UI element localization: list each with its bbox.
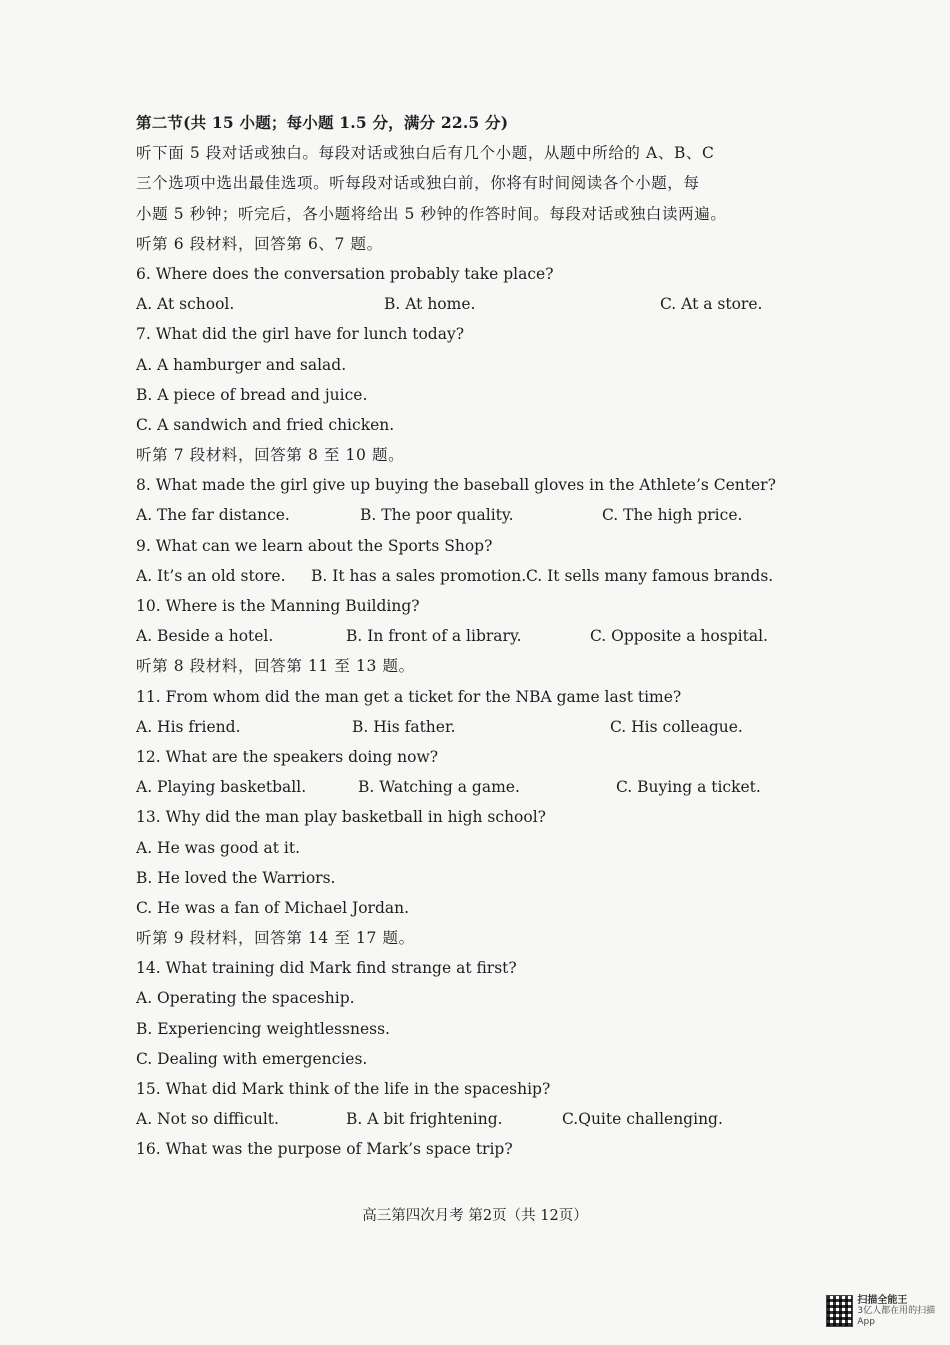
option-c: C. The high price. [602, 506, 743, 525]
instruction-line: 小题 5 秒钟；听完后，各小题将给出 5 秒钟的作答时间。每段对话或独白读两遍。 [136, 204, 727, 223]
option-a: A. Operating the spaceship. [136, 989, 355, 1008]
watermark-logo-text: 扫描全能王 [857, 1294, 908, 1306]
option-a: A. Beside a hotel. [136, 627, 274, 646]
group-heading: 听第 9 段材料，回答第 14 至 17 题。 [136, 929, 415, 948]
option-c: C. At a store. [660, 295, 763, 314]
options-row [136, 772, 766, 802]
group-heading: 听第 8 段材料，回答第 11 至 13 题。 [136, 657, 415, 676]
watermark-sub-text: 3亿人都在用的扫描App [857, 1305, 936, 1327]
option-a: A. The far distance. [136, 506, 290, 525]
question-text: 10. Where is the Manning Building? [136, 597, 420, 615]
option-c: C. Opposite a hospital. [590, 627, 768, 646]
question-text: 15. What did Mark think of the life in the spaceship? [136, 1080, 551, 1098]
option-c: C. Buying a ticket. [616, 778, 761, 797]
question-text: 6. Where does the conversation probably take place? [136, 264, 554, 283]
options-row [136, 500, 766, 530]
options-row [136, 1104, 766, 1134]
option-c: C. A sandwich and fried chicken. [136, 415, 395, 434]
scanner-watermark [826, 1293, 938, 1329]
instruction-line: 听下面 5 段对话或独白。每段对话或独白后有几个小题，从题中所给的 A、B、C [136, 144, 715, 163]
page-footer: 高三第四次月考 第2页（共 12页） [362, 1208, 588, 1224]
option-b: B. Watching a game. [358, 778, 520, 797]
option-a: A. At school. [136, 295, 235, 314]
option-b: B. A bit frightening. [346, 1110, 503, 1129]
option-b: B. In front of a library. [346, 627, 522, 646]
option-a: A. Playing basketball. [136, 778, 307, 797]
instruction-line: 三个选项中选出最佳选项。听每段对话或独白前，你将有时间阅读各个小题，每 [136, 174, 700, 193]
option-c: C.Quite challenging. [562, 1110, 723, 1129]
option-c: C. Dealing with emergencies. [136, 1049, 368, 1068]
question-text: 16. What was the purpose of Mark’s space trip? [136, 1140, 513, 1159]
option-b: B. He loved the Warriors. [136, 868, 336, 887]
question-text: 7. What did the girl have for lunch today? [136, 325, 465, 344]
option-b: B. It has a sales promotion. [311, 566, 527, 585]
question-text: 11. From whom did the man get a ticket for the NBA game last time? [136, 687, 682, 706]
question-text: 8. What made the girl give up buying the baseball gloves in the Athlete’s Center? [136, 476, 776, 495]
option-b: B. Experiencing weightlessness. [136, 1019, 390, 1038]
options-row [136, 621, 766, 651]
option-b: B. The poor quality. [360, 506, 514, 525]
options-row [136, 289, 766, 319]
group-heading: 听第 6 段材料，回答第 6、7 题。 [136, 234, 383, 253]
watermark-text [857, 1295, 938, 1328]
options-row [136, 712, 766, 742]
option-c: C. He was a fan of Michael Jordan. [136, 898, 410, 917]
option-a: A. Not so difficult. [136, 1110, 279, 1129]
option-c: C. It sells many famous brands. [526, 566, 774, 585]
question-text: 9. What can we learn about the Sports Shop? [136, 536, 493, 555]
options-row [136, 561, 774, 591]
option-a: A. It’s an old store. [136, 566, 286, 585]
option-b: B. His father. [352, 717, 456, 736]
group-heading: 听第 7 段材料，回答第 8 至 10 题。 [136, 446, 405, 465]
exam-content [136, 108, 776, 1165]
qr-code-icon [826, 1295, 853, 1327]
question-text: 14. What training did Mark find strange at first? [136, 959, 517, 978]
question-text: 12. What are the speakers doing now? [136, 747, 439, 766]
question-text: 13. Why did the man play basketball in high school? [136, 808, 546, 827]
option-c: C. His colleague. [610, 717, 743, 736]
option-a: A. His friend. [136, 717, 241, 736]
option-a: A. A hamburger and salad. [136, 355, 347, 374]
option-a: A. He was good at it. [136, 838, 300, 857]
section-title: 第二节(共 15 小题；每小题 1.5 分，满分 22.5 分) [136, 113, 509, 132]
option-b: B. At home. [384, 295, 476, 314]
option-b: B. A piece of bread and juice. [136, 385, 368, 404]
